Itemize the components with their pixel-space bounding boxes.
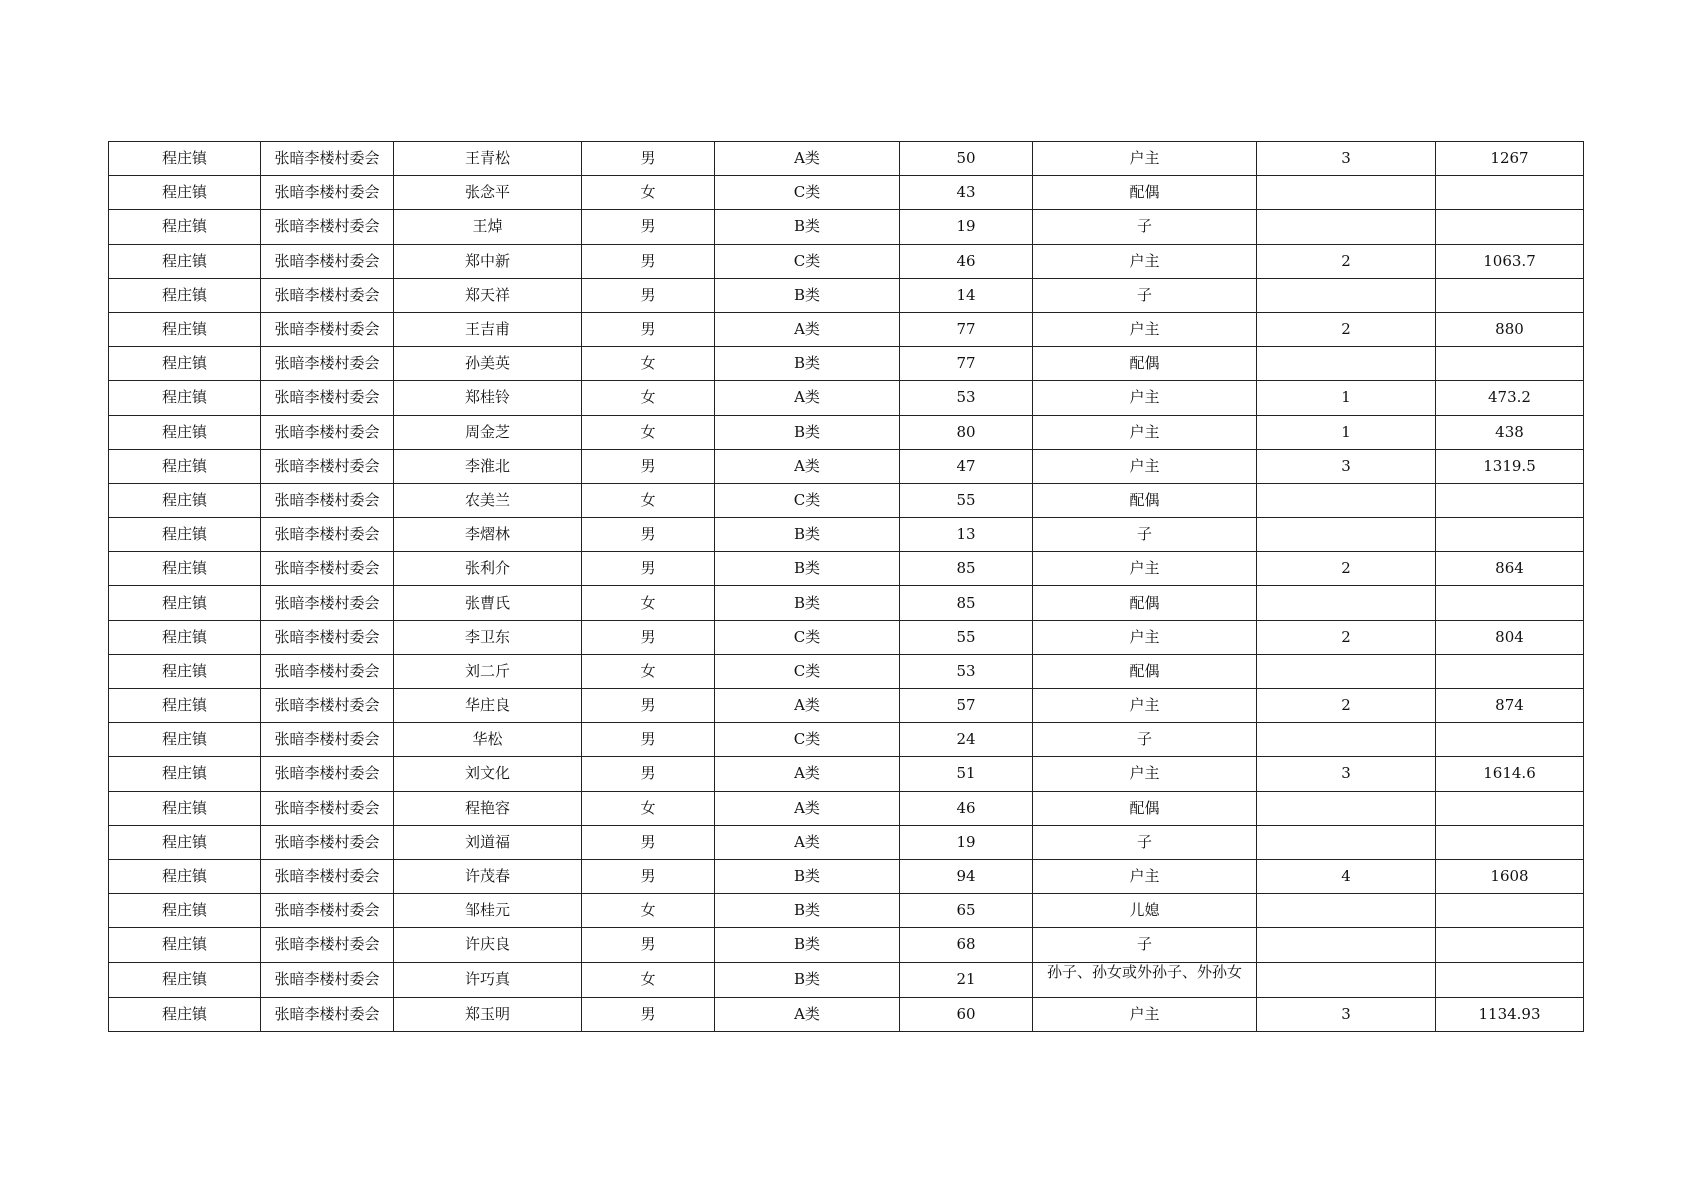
category-cell: A类	[715, 381, 900, 415]
amount-cell: 1319.5	[1436, 449, 1584, 483]
town-cell: 程庄镇	[109, 825, 261, 859]
relation-cell: 配偶	[1033, 654, 1257, 688]
category-cell: A类	[715, 997, 900, 1031]
name-cell: 孙美英	[394, 347, 582, 381]
town-cell: 程庄镇	[109, 347, 261, 381]
gender-cell: 男	[582, 278, 715, 312]
gender-cell: 男	[582, 928, 715, 962]
household-size-cell	[1257, 825, 1436, 859]
age-cell: 85	[900, 586, 1033, 620]
name-cell: 许茂春	[394, 859, 582, 893]
village-cell: 张暗李楼村委会	[261, 620, 394, 654]
table-row	[109, 997, 1584, 1031]
relation-cell: 配偶	[1033, 347, 1257, 381]
gender-cell: 男	[582, 518, 715, 552]
category-cell: C类	[715, 244, 900, 278]
village-cell: 张暗李楼村委会	[261, 518, 394, 552]
table-row	[109, 723, 1584, 757]
village-cell: 张暗李楼村委会	[261, 552, 394, 586]
gender-cell: 男	[582, 312, 715, 346]
name-cell: 邹桂元	[394, 894, 582, 928]
table-row	[109, 210, 1584, 244]
table-row	[109, 791, 1584, 825]
name-cell: 许巧真	[394, 962, 582, 997]
table-row	[109, 894, 1584, 928]
amount-cell	[1436, 176, 1584, 210]
household-size-cell: 3	[1257, 757, 1436, 791]
town-cell: 程庄镇	[109, 757, 261, 791]
gender-cell: 女	[582, 791, 715, 825]
category-cell: B类	[715, 210, 900, 244]
name-cell: 李熠林	[394, 518, 582, 552]
age-cell: 60	[900, 997, 1033, 1031]
village-cell: 张暗李楼村委会	[261, 757, 394, 791]
relation-cell: 配偶	[1033, 791, 1257, 825]
name-cell: 郑中新	[394, 244, 582, 278]
amount-cell: 804	[1436, 620, 1584, 654]
town-cell: 程庄镇	[109, 620, 261, 654]
town-cell: 程庄镇	[109, 586, 261, 620]
town-cell: 程庄镇	[109, 723, 261, 757]
amount-cell: 880	[1436, 312, 1584, 346]
household-size-cell	[1257, 894, 1436, 928]
gender-cell: 女	[582, 654, 715, 688]
table-row	[109, 962, 1584, 997]
category-cell: A类	[715, 825, 900, 859]
category-cell: A类	[715, 757, 900, 791]
category-cell: A类	[715, 312, 900, 346]
name-cell: 刘二斤	[394, 654, 582, 688]
amount-cell: 1134.93	[1436, 997, 1584, 1031]
relation-cell: 户主	[1033, 449, 1257, 483]
table-row	[109, 518, 1584, 552]
relation-cell: 户主	[1033, 415, 1257, 449]
age-cell: 14	[900, 278, 1033, 312]
table-row	[109, 620, 1584, 654]
village-cell: 张暗李楼村委会	[261, 483, 394, 517]
age-cell: 46	[900, 244, 1033, 278]
category-cell: A类	[715, 449, 900, 483]
household-size-cell	[1257, 347, 1436, 381]
age-cell: 57	[900, 689, 1033, 723]
village-cell: 张暗李楼村委会	[261, 347, 394, 381]
table-row	[109, 859, 1584, 893]
relation-cell: 配偶	[1033, 483, 1257, 517]
household-size-cell: 2	[1257, 620, 1436, 654]
amount-cell: 874	[1436, 689, 1584, 723]
category-cell: B类	[715, 518, 900, 552]
amount-cell	[1436, 928, 1584, 962]
household-size-cell: 3	[1257, 997, 1436, 1031]
gender-cell: 男	[582, 723, 715, 757]
category-cell: B类	[715, 415, 900, 449]
village-cell: 张暗李楼村委会	[261, 894, 394, 928]
table-body	[109, 142, 1584, 1032]
relation-cell: 子	[1033, 928, 1257, 962]
table-row	[109, 586, 1584, 620]
table-row	[109, 825, 1584, 859]
town-cell: 程庄镇	[109, 689, 261, 723]
household-size-cell	[1257, 928, 1436, 962]
name-cell: 张念平	[394, 176, 582, 210]
amount-cell	[1436, 962, 1584, 997]
gender-cell: 男	[582, 757, 715, 791]
town-cell: 程庄镇	[109, 894, 261, 928]
village-cell: 张暗李楼村委会	[261, 449, 394, 483]
amount-cell	[1436, 210, 1584, 244]
age-cell: 94	[900, 859, 1033, 893]
gender-cell: 男	[582, 449, 715, 483]
gender-cell: 女	[582, 483, 715, 517]
age-cell: 80	[900, 415, 1033, 449]
household-size-cell: 1	[1257, 381, 1436, 415]
name-cell: 郑桂铃	[394, 381, 582, 415]
name-cell: 王焯	[394, 210, 582, 244]
category-cell: B类	[715, 586, 900, 620]
town-cell: 程庄镇	[109, 381, 261, 415]
town-cell: 程庄镇	[109, 142, 261, 176]
category-cell: B类	[715, 962, 900, 997]
amount-cell: 438	[1436, 415, 1584, 449]
village-cell: 张暗李楼村委会	[261, 825, 394, 859]
category-cell: A类	[715, 689, 900, 723]
village-cell: 张暗李楼村委会	[261, 210, 394, 244]
age-cell: 19	[900, 210, 1033, 244]
household-size-cell: 1	[1257, 415, 1436, 449]
village-cell: 张暗李楼村委会	[261, 176, 394, 210]
gender-cell: 女	[582, 176, 715, 210]
household-size-cell: 2	[1257, 552, 1436, 586]
amount-cell: 1267	[1436, 142, 1584, 176]
relation-cell: 户主	[1033, 552, 1257, 586]
village-cell: 张暗李楼村委会	[261, 928, 394, 962]
age-cell: 68	[900, 928, 1033, 962]
name-cell: 程艳容	[394, 791, 582, 825]
age-cell: 43	[900, 176, 1033, 210]
amount-cell	[1436, 483, 1584, 517]
name-cell: 郑玉明	[394, 997, 582, 1031]
relation-cell: 配偶	[1033, 176, 1257, 210]
category-cell: C类	[715, 654, 900, 688]
village-cell: 张暗李楼村委会	[261, 654, 394, 688]
gender-cell: 男	[582, 689, 715, 723]
amount-cell	[1436, 894, 1584, 928]
town-cell: 程庄镇	[109, 518, 261, 552]
gender-cell: 女	[582, 586, 715, 620]
relation-cell: 配偶	[1033, 586, 1257, 620]
name-cell: 华松	[394, 723, 582, 757]
category-cell: B类	[715, 552, 900, 586]
village-cell: 张暗李楼村委会	[261, 689, 394, 723]
household-size-cell: 3	[1257, 449, 1436, 483]
village-cell: 张暗李楼村委会	[261, 723, 394, 757]
household-size-cell: 4	[1257, 859, 1436, 893]
age-cell: 55	[900, 483, 1033, 517]
name-cell: 李卫东	[394, 620, 582, 654]
relation-cell: 子	[1033, 723, 1257, 757]
table-row	[109, 142, 1584, 176]
amount-cell: 1608	[1436, 859, 1584, 893]
table-row	[109, 552, 1584, 586]
household-size-cell	[1257, 586, 1436, 620]
town-cell: 程庄镇	[109, 483, 261, 517]
age-cell: 77	[900, 312, 1033, 346]
name-cell: 华庄良	[394, 689, 582, 723]
table-row	[109, 483, 1584, 517]
table-row	[109, 757, 1584, 791]
town-cell: 程庄镇	[109, 278, 261, 312]
household-size-cell	[1257, 278, 1436, 312]
gender-cell: 男	[582, 997, 715, 1031]
village-cell: 张暗李楼村委会	[261, 312, 394, 346]
table-row	[109, 381, 1584, 415]
village-cell: 张暗李楼村委会	[261, 415, 394, 449]
name-cell: 农美兰	[394, 483, 582, 517]
gender-cell: 男	[582, 244, 715, 278]
town-cell: 程庄镇	[109, 244, 261, 278]
amount-cell	[1436, 825, 1584, 859]
category-cell: A类	[715, 142, 900, 176]
household-size-cell: 2	[1257, 244, 1436, 278]
table-row	[109, 176, 1584, 210]
table-row	[109, 689, 1584, 723]
relation-cell: 户主	[1033, 312, 1257, 346]
relation-cell: 户主	[1033, 859, 1257, 893]
age-cell: 55	[900, 620, 1033, 654]
amount-cell	[1436, 347, 1584, 381]
gender-cell: 男	[582, 142, 715, 176]
category-cell: C类	[715, 620, 900, 654]
category-cell: B类	[715, 928, 900, 962]
age-cell: 13	[900, 518, 1033, 552]
category-cell: A类	[715, 791, 900, 825]
relation-cell: 户主	[1033, 689, 1257, 723]
town-cell: 程庄镇	[109, 928, 261, 962]
gender-cell: 男	[582, 859, 715, 893]
category-cell: B类	[715, 347, 900, 381]
village-cell: 张暗李楼村委会	[261, 791, 394, 825]
category-cell: B类	[715, 894, 900, 928]
amount-cell	[1436, 654, 1584, 688]
age-cell: 77	[900, 347, 1033, 381]
age-cell: 51	[900, 757, 1033, 791]
gender-cell: 女	[582, 415, 715, 449]
gender-cell: 男	[582, 825, 715, 859]
town-cell: 程庄镇	[109, 791, 261, 825]
category-cell: B类	[715, 278, 900, 312]
household-size-cell: 3	[1257, 142, 1436, 176]
household-size-cell	[1257, 723, 1436, 757]
town-cell: 程庄镇	[109, 449, 261, 483]
household-size-cell	[1257, 962, 1436, 997]
amount-cell: 473.2	[1436, 381, 1584, 415]
relation-cell: 户主	[1033, 757, 1257, 791]
amount-cell: 1063.7	[1436, 244, 1584, 278]
amount-cell	[1436, 518, 1584, 552]
table-row	[109, 415, 1584, 449]
table-row	[109, 928, 1584, 962]
relation-cell: 户主	[1033, 244, 1257, 278]
amount-cell	[1436, 278, 1584, 312]
name-cell: 李淮北	[394, 449, 582, 483]
town-cell: 程庄镇	[109, 176, 261, 210]
table-row	[109, 312, 1584, 346]
village-cell: 张暗李楼村委会	[261, 244, 394, 278]
age-cell: 65	[900, 894, 1033, 928]
gender-cell: 女	[582, 381, 715, 415]
town-cell: 程庄镇	[109, 997, 261, 1031]
gender-cell: 男	[582, 620, 715, 654]
gender-cell: 男	[582, 210, 715, 244]
age-cell: 50	[900, 142, 1033, 176]
name-cell: 刘文化	[394, 757, 582, 791]
relation-cell: 子	[1033, 210, 1257, 244]
household-size-cell	[1257, 176, 1436, 210]
age-cell: 53	[900, 381, 1033, 415]
category-cell: B类	[715, 859, 900, 893]
household-size-cell	[1257, 210, 1436, 244]
name-cell: 刘道福	[394, 825, 582, 859]
relation-cell: 儿媳	[1033, 894, 1257, 928]
category-cell: C类	[715, 176, 900, 210]
age-cell: 85	[900, 552, 1033, 586]
age-cell: 21	[900, 962, 1033, 997]
gender-cell: 女	[582, 894, 715, 928]
name-cell: 张曹氏	[394, 586, 582, 620]
name-cell: 周金芝	[394, 415, 582, 449]
age-cell: 53	[900, 654, 1033, 688]
village-cell: 张暗李楼村委会	[261, 142, 394, 176]
age-cell: 24	[900, 723, 1033, 757]
name-cell: 郑天祥	[394, 278, 582, 312]
town-cell: 程庄镇	[109, 210, 261, 244]
gender-cell: 女	[582, 347, 715, 381]
town-cell: 程庄镇	[109, 312, 261, 346]
age-cell: 19	[900, 825, 1033, 859]
relation-cell: 子	[1033, 518, 1257, 552]
village-cell: 张暗李楼村委会	[261, 859, 394, 893]
amount-cell: 864	[1436, 552, 1584, 586]
household-table	[108, 141, 1584, 1032]
relation-text: 孙子、孙女或外孙子、外孙女	[1046, 963, 1242, 981]
name-cell: 王吉甫	[394, 312, 582, 346]
village-cell: 张暗李楼村委会	[261, 381, 394, 415]
name-cell: 王青松	[394, 142, 582, 176]
relation-cell	[1033, 962, 1257, 997]
category-cell: C类	[715, 483, 900, 517]
village-cell: 张暗李楼村委会	[261, 278, 394, 312]
name-cell: 张利介	[394, 552, 582, 586]
table-row	[109, 449, 1584, 483]
table-row	[109, 278, 1584, 312]
name-cell: 许庆良	[394, 928, 582, 962]
amount-cell	[1436, 791, 1584, 825]
gender-cell: 女	[582, 962, 715, 997]
category-cell: C类	[715, 723, 900, 757]
age-cell: 47	[900, 449, 1033, 483]
amount-cell	[1436, 586, 1584, 620]
relation-cell: 子	[1033, 278, 1257, 312]
town-cell: 程庄镇	[109, 552, 261, 586]
relation-cell: 户主	[1033, 381, 1257, 415]
relation-cell: 户主	[1033, 142, 1257, 176]
village-cell: 张暗李楼村委会	[261, 962, 394, 997]
town-cell: 程庄镇	[109, 962, 261, 997]
household-size-cell: 2	[1257, 689, 1436, 723]
household-size-cell	[1257, 518, 1436, 552]
relation-cell: 户主	[1033, 997, 1257, 1031]
village-cell: 张暗李楼村委会	[261, 997, 394, 1031]
household-size-cell	[1257, 654, 1436, 688]
gender-cell: 男	[582, 552, 715, 586]
relation-cell: 户主	[1033, 620, 1257, 654]
relation-cell: 子	[1033, 825, 1257, 859]
town-cell: 程庄镇	[109, 415, 261, 449]
table-row	[109, 347, 1584, 381]
town-cell: 程庄镇	[109, 859, 261, 893]
household-size-cell: 2	[1257, 312, 1436, 346]
age-cell: 46	[900, 791, 1033, 825]
household-size-cell	[1257, 791, 1436, 825]
town-cell: 程庄镇	[109, 654, 261, 688]
table-row	[109, 654, 1584, 688]
amount-cell: 1614.6	[1436, 757, 1584, 791]
amount-cell	[1436, 723, 1584, 757]
village-cell: 张暗李楼村委会	[261, 586, 394, 620]
table-row	[109, 244, 1584, 278]
household-size-cell	[1257, 483, 1436, 517]
